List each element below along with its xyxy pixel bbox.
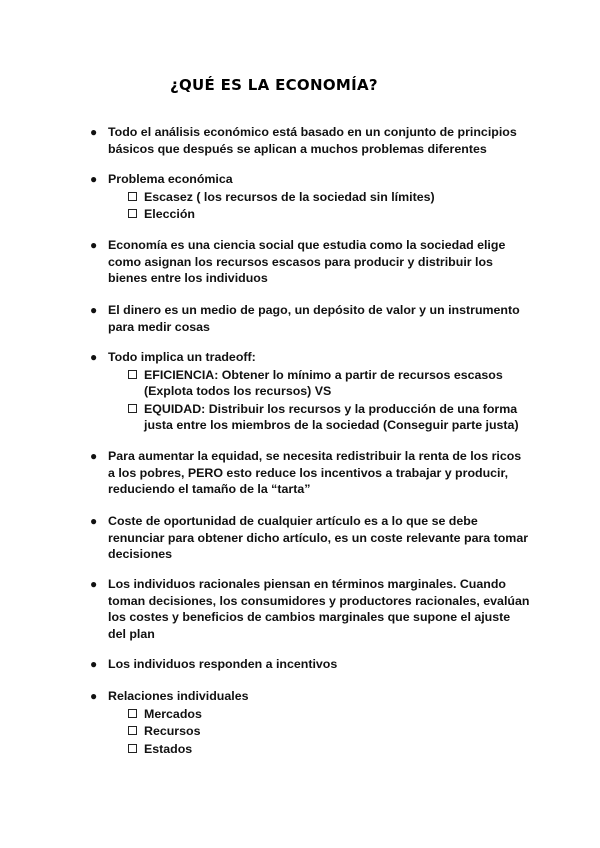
bullet-icon: ●: [90, 125, 98, 139]
sub-item-text: Mercados: [144, 706, 202, 721]
list-item-text: Todo el análisis económico está basado en un conjunto de principios básicos que después se aplican a muchos problemas diferentes: [108, 125, 517, 156]
sub-item-text: EQUIDAD: Distribuir los recursos y la producción de una forma justa entre los miembros de la sociedad (Conseguir parte justa): [144, 401, 519, 432]
sub-item: [128, 206, 530, 223]
sub-item: [128, 401, 530, 434]
list-item: [90, 513, 530, 563]
sub-item-text: Estados: [144, 741, 193, 756]
bullet-icon: ●: [90, 514, 98, 528]
checkbox-square-icon: [128, 192, 137, 201]
checkbox-square-icon: [128, 744, 137, 753]
list-item: [90, 688, 530, 757]
checkbox-square-icon: [128, 370, 137, 379]
list-item: [90, 448, 530, 498]
checkbox-square-icon: [128, 209, 137, 218]
checkbox-square-icon: [128, 404, 137, 413]
sub-item-text: Recursos: [144, 724, 201, 738]
bullet-icon: ●: [90, 350, 98, 364]
list-item: [90, 171, 530, 223]
list-item-text: Los individuos responden a incentivos: [108, 657, 338, 671]
bullet-icon: ●: [90, 303, 98, 317]
list-item: [90, 237, 530, 287]
bullet-icon: ●: [90, 689, 98, 703]
list-item: [90, 124, 530, 157]
list-item-text: El dinero es un medio de pago, un depósito de valor y un instrumento para medir cosas: [108, 303, 520, 334]
list-item: [90, 656, 530, 673]
list-item-text: Para aumentar la equidad, se necesita redistribuir la renta de los ricos a los pobres, PERO esto reduce los incentivos a trabajar y producir, reduciendo el tamaño de la “tarta”: [108, 449, 522, 496]
bullet-icon: ●: [90, 172, 98, 186]
sub-item: [128, 723, 530, 740]
bullet-icon: ●: [90, 238, 98, 252]
list-item-text: Todo implica un tradeoff:: [108, 350, 256, 364]
list-item: [90, 576, 530, 642]
list-item-text: Coste de oportunidad de cualquier artículo es a lo que se debe renunciar para obtener dicho artículo, es un coste relevante para tomar decisiones: [108, 514, 529, 561]
list-item: [90, 302, 530, 335]
bullet-icon: ●: [90, 449, 98, 463]
sub-item: [128, 367, 530, 400]
sub-item: [128, 741, 530, 758]
bullet-icon: ●: [90, 577, 98, 591]
sub-item: [128, 706, 530, 723]
sub-item-text: Elección: [144, 207, 195, 221]
sub-item: [128, 189, 530, 206]
sub-item-text: Escasez ( los recursos de la sociedad sin límites): [144, 189, 435, 204]
checkbox-square-icon: [128, 726, 137, 735]
list-item-text: Problema económica: [108, 172, 233, 186]
list-item-text: Los individuos racionales piensan en términos marginales. Cuando toman decisiones, los consumidores y productores racionales, evalúan los costes y beneficios de cambios marginales que supone el ajuste del plan: [108, 577, 530, 641]
list-item-text: Economía es una ciencia social que estudia como la sociedad elige como asignan los recursos escasos para producir y distribuir los bienes entre los individuos: [108, 238, 506, 285]
list-item-text: Relaciones individuales: [108, 689, 249, 703]
page-title: ¿QUÉ ES LA ECONOMÍA?: [170, 76, 378, 94]
list-item: [90, 349, 530, 434]
sub-item-text: EFICIENCIA: Obtener lo mínimo a partir de recursos escasos (Explota todos los recursos) VS: [144, 367, 503, 398]
bullet-icon: ●: [90, 657, 98, 671]
checkbox-square-icon: [128, 709, 137, 718]
